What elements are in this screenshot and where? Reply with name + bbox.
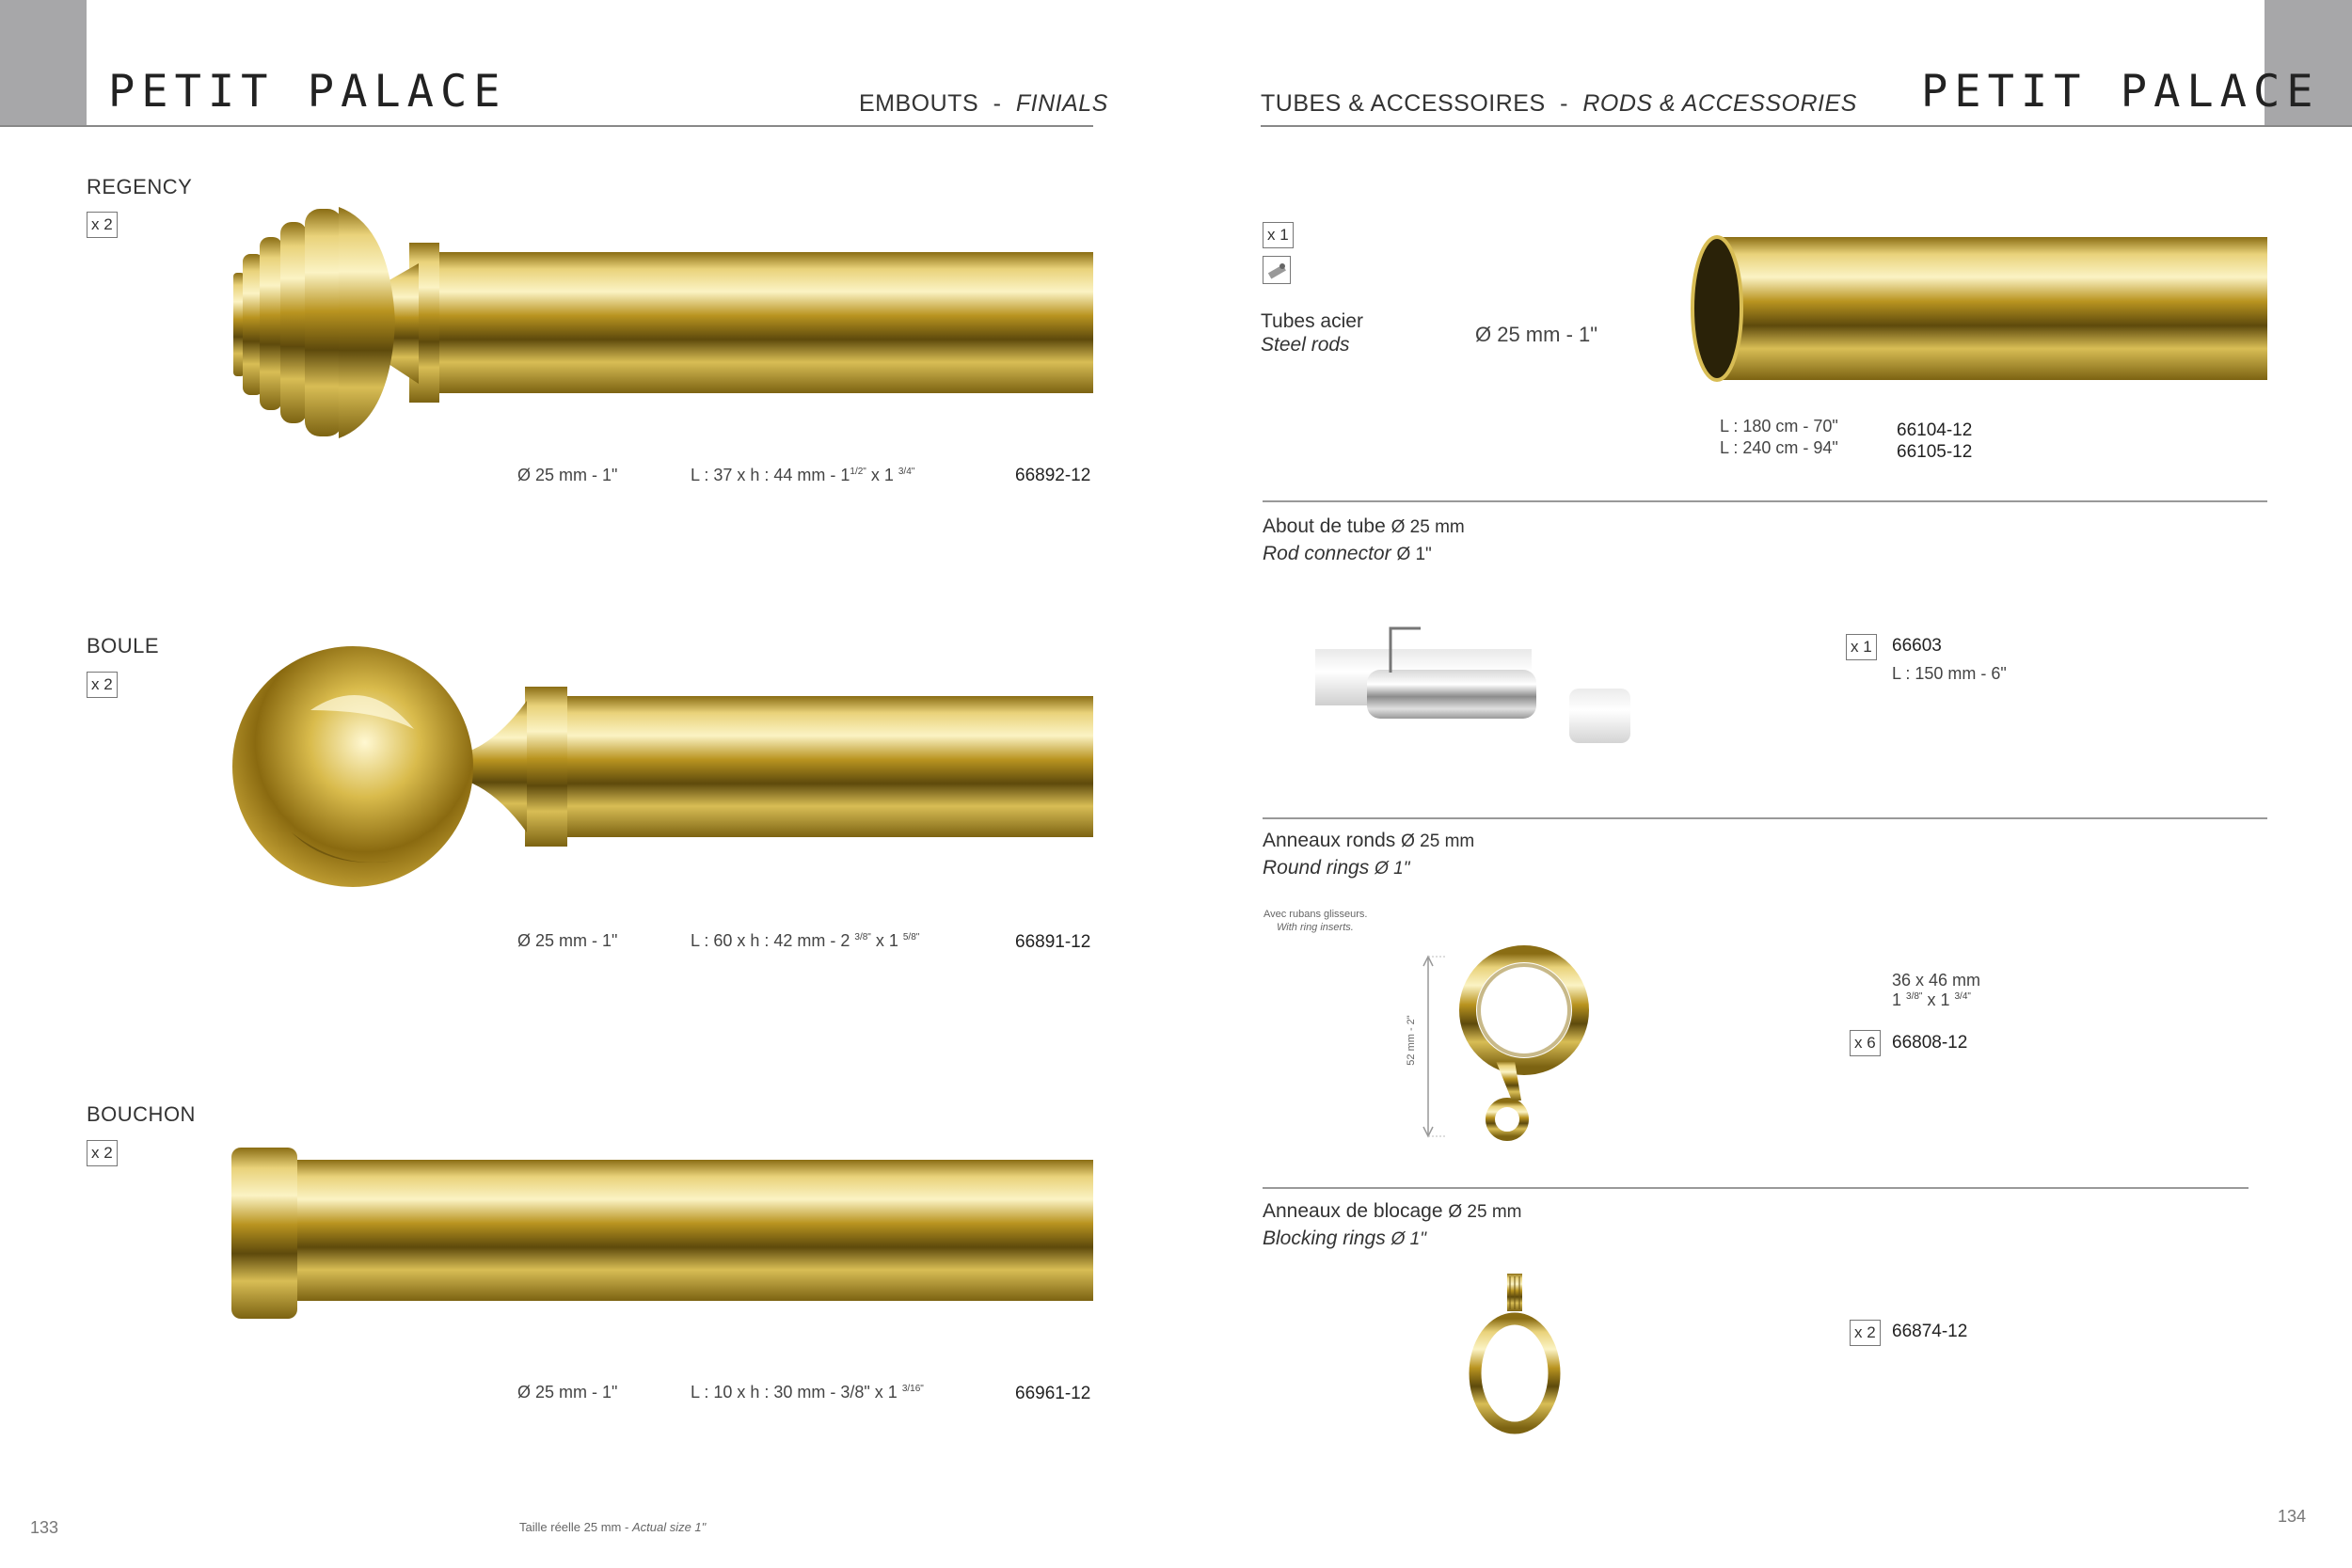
right-header-en: RODS & ACCESSORIES	[1582, 90, 1857, 117]
tubes-diameter: Ø 25 mm - 1"	[1475, 323, 1598, 346]
boule-reference: 66891-12	[1015, 932, 1091, 952]
connector-title-fr: About de tube Ø 25 mm	[1263, 515, 1465, 537]
right-brand-title: PETIT PALACE	[1921, 66, 2320, 118]
product-name-boule: BOULE	[87, 634, 160, 657]
product-name-bouchon: BOUCHON	[87, 1102, 196, 1126]
rod-connector-image	[1315, 621, 1630, 752]
blocking-title-en: Blocking rings Ø 1"	[1263, 1227, 1426, 1249]
qty-badge-tubes: x 1	[1263, 222, 1294, 248]
bouchon-diameter: Ø 25 mm - 1"	[517, 1383, 618, 1402]
blocking-title-fr: Anneaux de blocage Ø 25 mm	[1263, 1200, 1522, 1222]
tubes-title-en: Steel rods	[1261, 334, 1350, 356]
qty-badge-blocking: x 2	[1850, 1320, 1881, 1346]
right-header-fr: TUBES & ACCESSOIRES	[1261, 90, 1546, 117]
left-header-en: FINIALS	[1015, 90, 1108, 117]
ring-size-mm: 36 x 46 mm	[1892, 971, 1981, 990]
qty-badge-boule: x 2	[87, 672, 118, 698]
tube-ref-180: 66104-12	[1897, 420, 1973, 440]
right-page-number: 134	[2278, 1507, 2307, 1526]
qty-badge-rings: x 6	[1850, 1030, 1881, 1056]
connector-title-en: Rod connector Ø 1"	[1263, 543, 1432, 564]
bouchon-finial-image	[226, 1146, 1093, 1324]
left-header-rule	[0, 125, 1093, 127]
rings-title-en: Round rings Ø 1"	[1263, 857, 1410, 879]
boule-dimensions: L : 60 x h : 42 mm - 2 $^{3/8"}$ x 1 $^{5/8"}$	[691, 931, 920, 950]
left-section-header	[859, 90, 1108, 118]
tube-length-180: L : 180 cm - 70"	[1720, 417, 1838, 436]
blocking-ring-image	[1463, 1272, 1566, 1436]
bouchon-reference: 66961-12	[1015, 1384, 1091, 1403]
qty-badge-connector: x 1	[1846, 634, 1877, 660]
regency-finial-image	[226, 188, 1093, 451]
right-header-rule	[1261, 125, 2352, 127]
connector-length: L : 150 mm - 6"	[1892, 664, 2007, 683]
left-page-number: 133	[30, 1518, 59, 1537]
left-grey-tab	[0, 0, 87, 127]
divider-connector	[1263, 817, 2267, 819]
regency-dimensions: L : 37 x h : 44 mm - $1^{1/2"}$ x 1 $^{3/4"}$	[691, 466, 915, 484]
right-section-header	[1261, 90, 1857, 118]
regency-reference: 66892-12	[1015, 466, 1091, 485]
qty-badge-bouchon: x 2	[87, 1140, 118, 1166]
boule-finial-image	[226, 644, 1093, 917]
round-ring-image	[1463, 939, 1585, 1150]
tube-ref-240: 66105-12	[1897, 442, 1973, 462]
blocking-reference: 66874-12	[1892, 1322, 1968, 1341]
tube-length-240: L : 240 cm - 94"	[1720, 438, 1838, 457]
divider-rings	[1263, 1187, 2249, 1189]
bouchon-dimensions: L : 10 x h : 30 mm - 3/8" x 1 $^{3/16"}$	[691, 1383, 924, 1402]
connector-reference: 66603	[1892, 636, 1942, 656]
left-header-fr: EMBOUTS	[859, 90, 979, 117]
rings-note-fr: Avec rubans glisseurs.	[1263, 909, 1368, 920]
steel-material-icon	[1263, 256, 1291, 284]
ring-size-inches: 1 $^{3/8"}$ x 1 $^{3/4"}$	[1892, 990, 1971, 1009]
qty-badge-regency: x 2	[87, 212, 118, 238]
regency-diameter: Ø 25 mm - 1"	[517, 466, 618, 484]
rings-reference: 66808-12	[1892, 1033, 1968, 1053]
rings-note-en: With ring inserts.	[1277, 922, 1354, 933]
boule-diameter: Ø 25 mm - 1"	[517, 931, 618, 950]
actual-size-footnote: Taille réelle 25 mm - Actual size 1"	[519, 1520, 707, 1534]
rings-title-fr: Anneaux ronds Ø 25 mm	[1263, 830, 1475, 851]
steel-rod-image	[1689, 233, 2267, 384]
left-header-sep: -	[993, 90, 1002, 117]
height-dimension-line	[1419, 955, 1447, 1138]
left-brand-title: PETIT PALACE	[108, 66, 507, 118]
divider-tubes	[1263, 500, 2267, 502]
tubes-title-fr: Tubes acier	[1261, 310, 1363, 332]
right-header-sep: -	[1560, 90, 1568, 117]
ring-height-label: 52 mm - 2"	[1406, 1015, 1417, 1066]
product-name-regency: REGENCY	[87, 175, 193, 198]
